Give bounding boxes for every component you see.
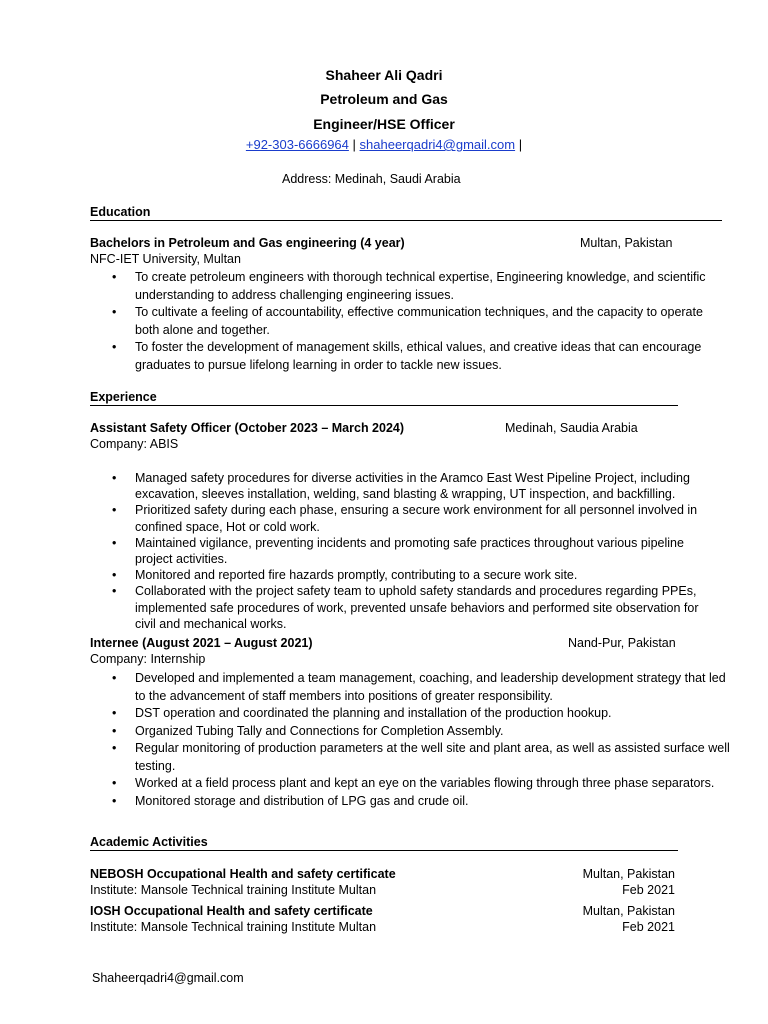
job-company: Company: Internship: [90, 652, 206, 666]
list-item: • Managed safety procedures for diverse activities in the Aramco East West Pipeline Project, including excavation, sleeves installation, welding, sand blasting & wrapping, UT inspection, and backfilling.: [112, 470, 722, 502]
list-item: • Maintained vigilance, preventing incidents and promoting safe practices throughout various pipeline project activities.: [112, 535, 722, 567]
certificate-title: NEBOSH Occupational Health and safety certificate: [90, 867, 396, 881]
education-location: Multan, Pakistan: [580, 236, 673, 250]
institution: NFC-IET University, Multan: [90, 252, 241, 266]
email-link[interactable]: shaheerqadri4@gmail.com: [359, 137, 516, 152]
job-role: Assistant Safety Officer (October 2023 – March 2024): [90, 421, 405, 435]
degree: Bachelors in Petroleum and Gas engineering (4 year): [90, 236, 405, 250]
list-item: • Monitored and reported fire hazards promptly, contributing to a secure work site.: [112, 567, 722, 583]
list-item: • Regular monitoring of production parameters at the well site and plant area, as well as assisted surface well testing.: [112, 740, 732, 775]
education-heading: Education: [90, 205, 722, 221]
certificate-date: Feb 2021: [622, 883, 675, 897]
list-item: • Worked at a field process plant and kept an eye on the variables flowing through three phase separators.: [112, 775, 732, 793]
address: Address: Medinah, Saudi Arabia: [282, 172, 461, 186]
list-item: • Monitored storage and distribution of LPG gas and crude oil.: [112, 793, 732, 811]
title-line-1: Petroleum and Gas: [320, 91, 448, 107]
title-line-2: Engineer/HSE Officer: [313, 116, 455, 132]
job-bullets: [112, 670, 732, 810]
job-bullets: [112, 470, 722, 632]
list-item: • To create petroleum engineers with thorough technical expertise, Engineering knowledge, and scientific understanding to address challenging engineering issues.: [112, 269, 722, 304]
certificate-institute: Institute: Mansole Technical training Institute Multan: [90, 883, 377, 897]
separator: |: [518, 137, 523, 152]
footer-email: Shaheerqadri4@gmail.com: [92, 971, 244, 985]
certificate-location: Multan, Pakistan: [582, 904, 675, 918]
list-item: • Developed and implemented a team management, coaching, and leadership development strategy that led to the advancement of staff members into positions of greater responsibility.: [112, 670, 732, 705]
certificate-institute: Institute: Mansole Technical training Institute Multan: [90, 920, 377, 934]
certificate-title: IOSH Occupational Health and safety certificate: [90, 904, 373, 918]
list-item: • Organized Tubing Tally and Connections for Completion Assembly.: [112, 723, 732, 741]
job-company: Company: ABIS: [90, 437, 179, 451]
academic-heading: Academic Activities: [90, 835, 678, 851]
contact-line: [0, 137, 768, 152]
list-item: • To foster the development of management skills, ethical values, and creative ideas that can encourage graduates to pursue lifelong learning in order to tackle new issues.: [112, 339, 722, 374]
separator: |: [352, 137, 356, 152]
job-location: Nand-Pur, Pakistan: [568, 636, 676, 650]
job-role: Internee (August 2021 – August 2021): [90, 636, 313, 650]
certificate-location: Multan, Pakistan: [582, 867, 675, 881]
certificate-date: Feb 2021: [622, 920, 675, 934]
phone-link[interactable]: +92-303-6666964: [245, 137, 349, 152]
education-bullets: [112, 269, 722, 374]
experience-heading: Experience: [90, 390, 678, 406]
list-item: • Collaborated with the project safety team to uphold safety standards and procedures regarding PPEs, implemented safe procedures of work, prevented unsafe behaviors and performed site observation for civil and mechanical works.: [112, 583, 722, 632]
list-item: • To cultivate a feeling of accountability, effective communication techniques, and the capacity to operate both alone and together.: [112, 304, 722, 339]
list-item: • Prioritized safety during each phase, ensuring a secure work environment for all personnel involved in confined space, Hot or cold work.: [112, 502, 722, 534]
list-item: • DST operation and coordinated the planning and installation of the production hookup.: [112, 705, 732, 723]
candidate-name: Shaheer Ali Qadri: [325, 67, 443, 83]
job-location: Medinah, Saudia Arabia: [505, 421, 638, 435]
